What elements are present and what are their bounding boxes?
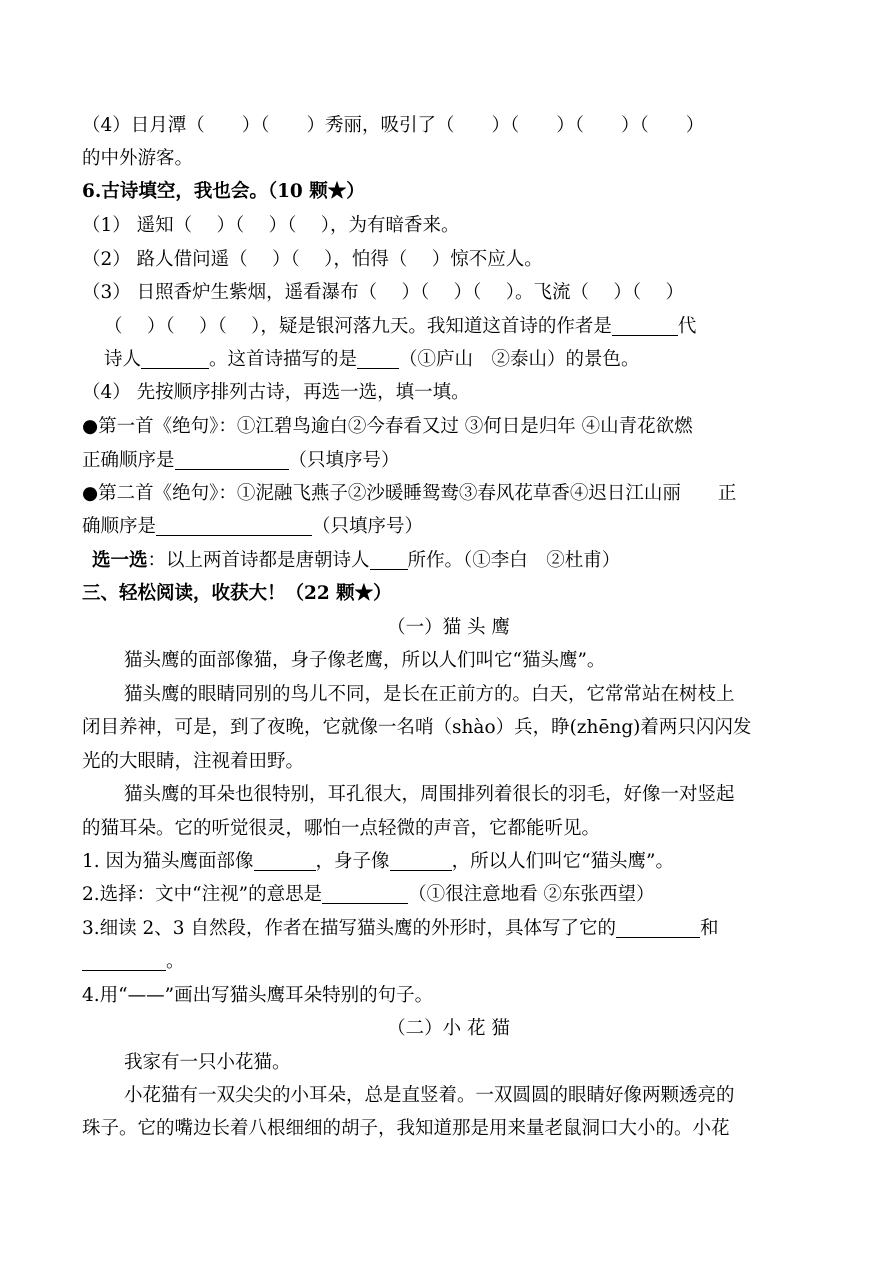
q5-item4-line2: 的中外游客。	[82, 148, 194, 169]
passage1-p2-line2: 闭目养神，可是，到了夜晚，它就像一名哨（shào）兵，睁(zhēng)着两只闪闪发	[82, 717, 752, 738]
text: 诗人	[104, 349, 142, 370]
passage1-q4: 4.用“——”画出写猫头鹰耳朵特别的句子。	[82, 985, 434, 1006]
passage2-title: （二）小 花 猫	[387, 1018, 510, 1039]
section3-heading: 三、轻松阅读，收获大！（22 颗★）	[82, 583, 392, 604]
text: ：以上两首诗都是唐朝诗人	[147, 550, 370, 571]
passage1-q3	[82, 913, 815, 945]
section6-heading: 6.古诗填空，我也会。（10 颗★）	[82, 181, 365, 202]
text: 所作。（①李白 ②杜甫）	[407, 550, 621, 571]
poem1-lines: ●第一首《绝句》：①江碧鸟逾白②今春看又过 ③何日是归年 ④山青花欲燃	[82, 416, 693, 437]
text: ，身子像	[315, 851, 390, 872]
text: 确顺序是	[82, 516, 157, 537]
text: 3.细读 2、3 自然段，作者在描写猫头鹰的外形时，具体写了它的	[82, 918, 616, 939]
text: （只填序号）	[288, 450, 400, 471]
poem-item3-line1: （3） 日照香炉生紫烟，遥看瀑布（ ）（ ）（ ）。飞流（ ）（ ）	[82, 282, 685, 303]
passage1-title: （一）猫 头 鹰	[387, 617, 510, 638]
text: 正确顺序是	[82, 450, 175, 471]
text: 和	[699, 918, 719, 939]
poem1-order	[82, 445, 815, 477]
text: 。这首诗描写的是	[209, 349, 358, 370]
passage2-p2-line2: 珠子。它的嘴边长着八根细细的胡子，我知道那是用来量老鼠洞口大小的。小花	[82, 1118, 730, 1139]
text: （①庐山 ②泰山）的景色。	[399, 349, 640, 370]
poem-item4: （4） 先按顺序排列古诗，再选一选，填一填。	[82, 382, 470, 403]
text: 2.选择：文中“注视”的意思是	[82, 884, 323, 905]
poem-item2: （2） 路人借问遥（ ）（ ），怕得（ ）惊不应人。	[82, 249, 543, 270]
passage1-q3-cont	[82, 946, 815, 978]
poem-item3-line3	[104, 344, 815, 376]
poet-choice-blank[interactable]	[370, 547, 408, 570]
text: 代	[677, 316, 697, 337]
text: ，所以人们叫它“猫头鹰”。	[451, 851, 674, 872]
passage1-p1: 猫头鹰的面部像猫，身子像老鹰，所以人们叫它“猫头鹰”。	[124, 650, 606, 671]
poem-item3-line2	[104, 311, 815, 343]
poem2-order	[82, 511, 815, 543]
text: （ ）（ ）（ ），疑是银河落九天。我知道这首诗的作者是	[104, 316, 612, 337]
q5-item4-line1: （4）日月潭（ ）（ ）秀丽，吸引了（ ）（ ）（ ）（ ）	[82, 115, 705, 136]
choose-label: 选一选	[92, 550, 148, 571]
passage2-p1: 我家有一只小花猫。	[124, 1052, 291, 1073]
text: 1. 因为猫头鹰面部像	[82, 851, 254, 872]
text: （①很注意地看 ②东张西望）	[408, 884, 655, 905]
scenery-choice-blank[interactable]	[357, 346, 399, 369]
poem2-order-blank[interactable]	[156, 513, 312, 536]
passage1-q1	[82, 846, 815, 878]
text: （只填序号）	[312, 516, 424, 537]
author-era-blank[interactable]	[612, 313, 678, 336]
body-like-blank[interactable]	[390, 848, 452, 871]
feature2-blank[interactable]	[82, 948, 166, 971]
passage1-p3-line1: 猫头鹰的耳朵也很特别，耳孔很大，周围排列着很长的羽毛，好像一对竖起	[124, 784, 735, 805]
face-like-blank[interactable]	[254, 848, 316, 871]
poem1-order-blank[interactable]	[175, 447, 289, 470]
passage2-p2-line1: 小花猫有一双尖尖的小耳朵，总是直竖着。一双圆圆的眼睛好像两颗透亮的	[124, 1085, 735, 1106]
text: 。	[166, 951, 185, 972]
poem-item1: （1） 遥知（ ）（ ）（ ），为有暗香来。	[82, 215, 460, 236]
choose-poet-line	[92, 545, 815, 577]
poem2-lines: ●第二首《绝句》：①泥融飞燕子②沙暖睡鸳鸯③春风花草香④迟日江山丽 正	[82, 483, 737, 504]
meaning-choice-blank[interactable]	[322, 881, 408, 904]
passage1-q2	[82, 879, 815, 911]
feature1-blank[interactable]	[616, 915, 700, 938]
passage1-p2-line3: 光的大眼睛，注视着田野。	[82, 751, 305, 772]
passage1-p2-line1: 猫头鹰的眼睛同别的鸟儿不同，是长在正前方的。白天，它常常站在树枝上	[124, 684, 735, 705]
poet-name-blank[interactable]	[141, 346, 209, 369]
passage1-p3-line2: 的猫耳朵。它的听觉很灵，哪怕一点轻微的声音，它都能听见。	[82, 818, 601, 839]
